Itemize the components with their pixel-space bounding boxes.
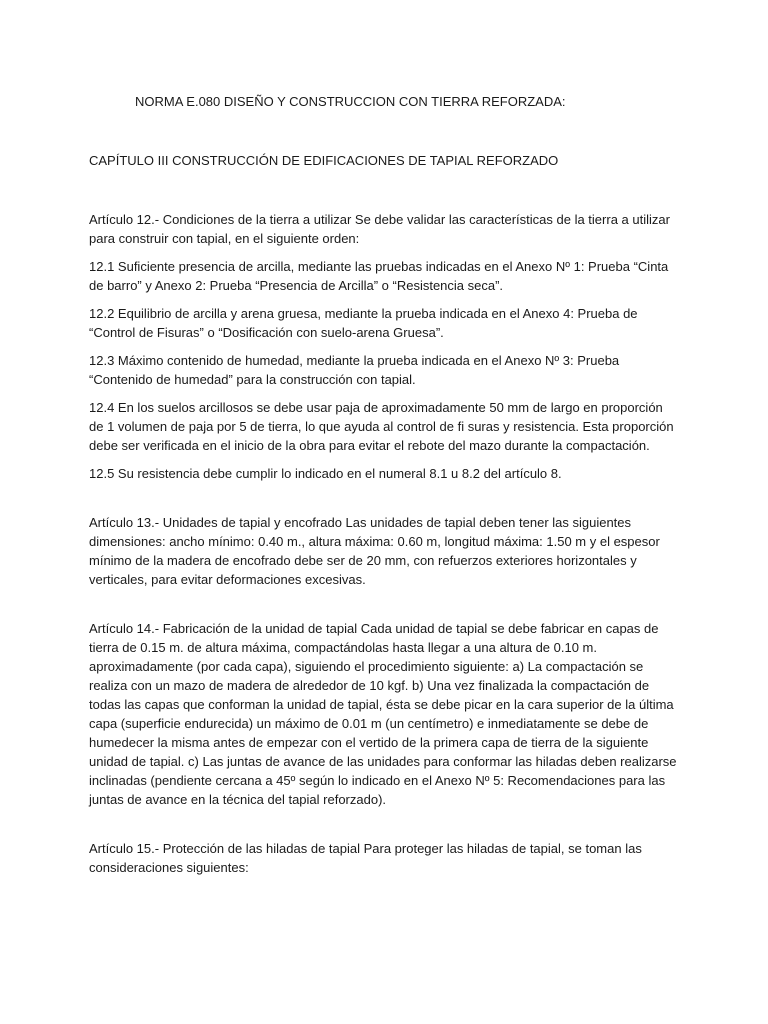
article-12-intro: Artículo 12.- Condiciones de la tierra a utilizar Se debe validar las características de la tierra a utilizar para construir con tapial, en el siguiente orden: (89, 212, 670, 246)
article-12-item-5: 12.5 Su resistencia debe cumplir lo indicado en el numeral 8.1 u 8.2 del artículo 8. (89, 466, 562, 481)
article-13: Artículo 13.- Unidades de tapial y encofrado Las unidades de tapial deben tener las siguientes dimensiones: ancho mínimo: 0.40 m., altura máxima: 0.60 m, longitud máxima: 1.50 m y el espesor mínimo de la madera de encofrado debe ser de 20 mm, con refuerzos exteriores horizontales y verticales, para evitar deformaciones excesivas. (89, 515, 660, 587)
article-12-item-2: 12.2 Equilibrio de arcilla y arena gruesa, mediante la prueba indicada en el Anexo 4: Prueba de “Control de Fisuras” o “Dosificación con suelo-arena Gruesa”. (89, 306, 638, 340)
article-12-item-4: 12.4 En los suelos arcillosos se debe usar paja de aproximadamente 50 mm de largo en proporción de 1 volumen de paja por 5 de tierra, lo que ayuda al control de fi suras y resistencia. Esta proporción debe ser verificada en el inicio de la obra para evitar el rebote del mazo durante la compactación. (89, 400, 674, 453)
article-12-item-1: 12.1 Suficiente presencia de arcilla, mediante las pruebas indicadas en el Anexo Nº 1: Prueba “Cinta de barro” y Anexo 2: Prueba “Presencia de Arcilla” o “Resistencia seca”. (89, 259, 669, 293)
article-14: Artículo 14.- Fabricación de la unidad de tapial Cada unidad de tapial se debe fabricar en capas de tierra de 0.15 m. de altura máxima, compactándolas hasta llegar a una altura de 0.10 m. aproximadamente (por cada capa), siguiendo el procedimiento siguiente: a) La compactación se realiza con un mazo de madera de alrededor de 10 kgf. b) Una vez finalizada la compactación de todas las capas que conforman la unidad de tapial, ésta se debe picar en la cara superior de la última capa (superficie endurecida) un máximo de 0.01 m (un centímetro) e inmediatamente se debe de humedecer la misma antes de empezar con el vertido de la primera capa de tierra de la siguiente unidad de tapial. c) Las juntas de avance de las unidades para conformar las hiladas deben realizarse inclinadas (pendiente cercana a 45º según lo indicado en el Anexo Nº 5: Recomendaciones para las juntas de avance en la técnica del tapial reforzado). (89, 621, 677, 807)
article-15: Artículo 15.- Protección de las hiladas de tapial Para proteger las hiladas de tapial, se toman las consideraciones siguientes: (89, 841, 642, 875)
chapter-heading: CAPÍTULO III CONSTRUCCIÓN DE EDIFICACIONES DE TAPIAL REFORZADO (89, 153, 559, 168)
document-page (89, 92, 679, 886)
article-12-item-3: 12.3 Máximo contenido de humedad, mediante la prueba indicada en el Anexo Nº 3: Prueba “Contenido de humedad” para la construcción con tapial. (89, 353, 620, 387)
document-title: NORMA E.080 DISEÑO Y CONSTRUCCION CON TIERRA REFORZADA: (135, 94, 566, 109)
